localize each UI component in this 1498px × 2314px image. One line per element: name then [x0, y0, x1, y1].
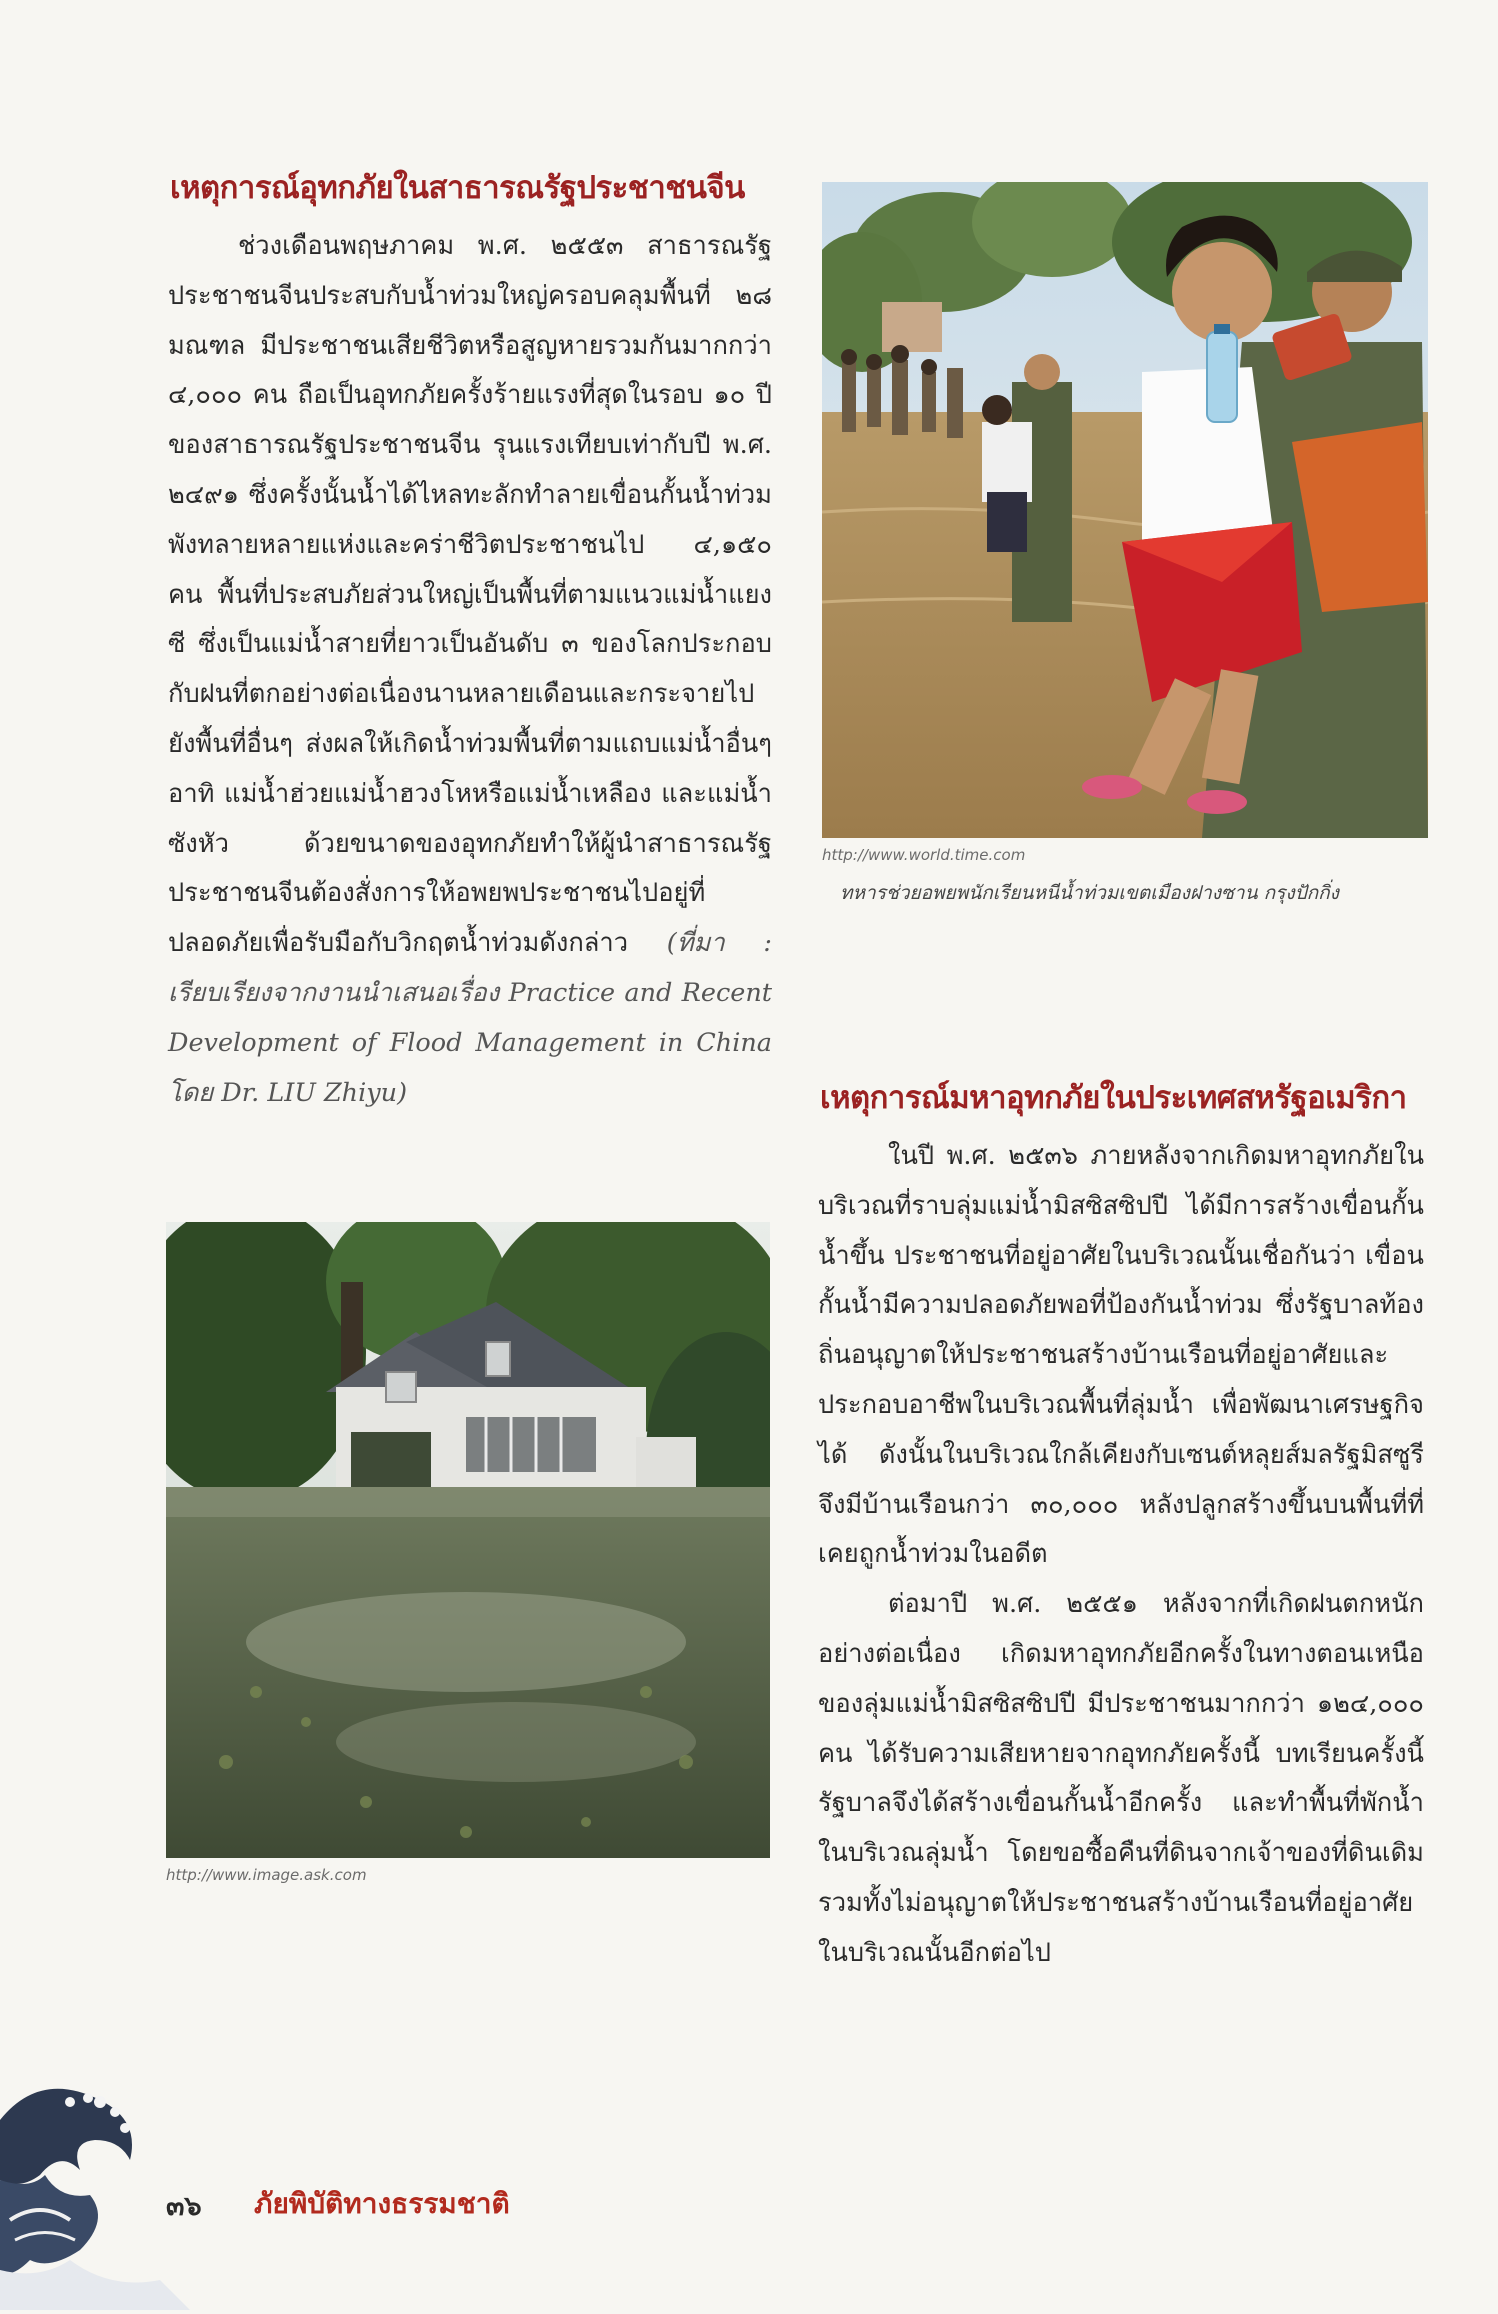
china-flood-source: (ที่มา : เรียบเรียงจากงานนำเสนอเรื่อง Practice and Recent Development of Flood Management in China โดย Dr. LIU Zhiyu) — [168, 928, 772, 1108]
flooded-house-illustration — [166, 1222, 770, 1858]
wave-illustration — [0, 2080, 190, 2310]
book-title: ภัยพิบัติทางธรรมชาติ — [254, 2187, 510, 2220]
photo-top-caption: ทหารช่วยอพยพนักเรียนหนีน้ำท่วมเขตเมืองฝางซาน กรุงปักกิ่ง — [840, 882, 1339, 904]
photo-flooded-house — [166, 1222, 770, 1858]
photo-soldiers-evacuating-students — [822, 182, 1428, 838]
page-number: ๓๖ — [166, 2191, 202, 2222]
photo-top-credit: http://www.world.time.com — [822, 846, 1026, 864]
usa-flood-text — [818, 1132, 1424, 1979]
china-flood-text — [168, 222, 772, 1118]
usa-flood-para-1: ในปี พ.ศ. ๒๕๓๖ ภายหลังจากเกิดมหาอุทกภัยในบริเวณที่ราบลุ่มแม่น้ำมิสซิสซิปปี ได้มีการสร้างเขื่อนกั้นน้ำขึ้น ประชาชนที่อยู่อาศัยในบริเวณนั้นเชื่อกันว่า เขื่อนกั้นน้ำมีความปลอดภัยพอที่ป้องกันน้ำท่วม ซึ่งรัฐบาลท้องถิ่นอนุญาตให้ประชาชนสร้างบ้านเรือนที่อยู่อาศัยและประกอบอาชีพในบริเวณพื้นที่ลุ่มน้ำ เพื่อพัฒนาเศรษฐกิจได้ ดังนั้นในบริเวณใกล้เคียงกับเซนต์หลุยส์มลรัฐมิสซูรีจึงมีบ้านเรือนกว่า ๓๐,๐๐๐ หลังปลูกสร้างขึ้นบนพื้นที่ที่เคยถูกน้ำท่วมในอดีต — [818, 1141, 1424, 1570]
heading-usa-flood: เหตุการณ์มหาอุทกภัยในประเทศสหรัฐอเมริกา — [820, 1080, 1407, 1116]
usa-flood-para-2: ต่อมาปี พ.ศ. ๒๕๕๑ หลังจากที่เกิดฝนตกหนักอย่างต่อเนื่อง เกิดมหาอุทกภัยอีกครั้งในทางตอนเหนือของลุ่มแม่น้ำมิสซิสซิปปี มีประชาชนมากกว่า ๑๒๔,๐๐๐ คน ได้รับความเสียหายจากอุทกภัยครั้งนี้ บทเรียนครั้งนี้รัฐบาลจึงได้สร้างเขื่อนกั้นน้ำอีกครั้ง และทำพื้นที่พักน้ำในบริเวณลุ่มน้ำ โดยขอซื้อคืนที่ดินจากเจ้าของที่ดินเดิม รวมทั้งไม่อนุญาตให้ประชาชนสร้างบ้านเรือนที่อยู่อาศัยในบริเวณนั้นอีกต่อไป — [818, 1589, 1424, 1968]
evacuation-photo-illustration — [822, 182, 1428, 838]
china-flood-body: ช่วงเดือนพฤษภาคม พ.ศ. ๒๕๕๓ สาธารณรัฐประชาชนจีนประสบกับน้ำท่วมใหญ่ครอบคลุมพื้นที่ ๒๘ มณฑล มีประชาชนเสียชีวิตหรือสูญหายรวมกันมากกว่า ๔,๐๐๐ คน ถือเป็นอุทกภัยครั้งร้ายแรงที่สุดในรอบ ๑๐ ปี ของสาธารณรัฐประชาชนจีน รุนแรงเทียบเท่ากับปี พ.ศ. ๒๔๙๑ ซึ่งครั้งนั้นน้ำได้ไหลทะลักทำลายเขื่อนกั้นน้ำท่วมพังทลายหลายแห่งและคร่าชีวิตประชาชนไป ๔,๑๕๐ คน พื้นที่ประสบภัยส่วนใหญ่เป็นพื้นที่ตามแนวแม่น้ำแยงซี ซึ่งเป็นแม่น้ำสายที่ยาวเป็นอันดับ ๓ ของโลกประกอบกับฝนที่ตกอย่างต่อเนื่องนานหลายเดือนและกระจายไปยังพื้นที่อื่นๆ ส่งผลให้เกิดน้ำท่วมพื้นที่ตามแถบแม่น้ำอื่นๆ อาทิ แม่น้ำฮ่วยแม่น้ำฮวงโหหรือแม่น้ำเหลือง และแม่น้ำซังหัว ด้วยขนาดของอุทกภัยทำให้ผู้นำสาธารณรัฐประชาชนจีนต้องสั่งการให้อพยพประชาชนไปอยู่ที่ปลอดภัยเพื่อรับมือกับวิกฤตน้ำท่วมดังกล่าว — [168, 231, 772, 959]
photo-bottom-credit: http://www.image.ask.com — [166, 1866, 367, 1884]
heading-china-flood: เหตุการณ์อุทกภัยในสาธารณรัฐประชาชนจีน — [170, 170, 745, 206]
